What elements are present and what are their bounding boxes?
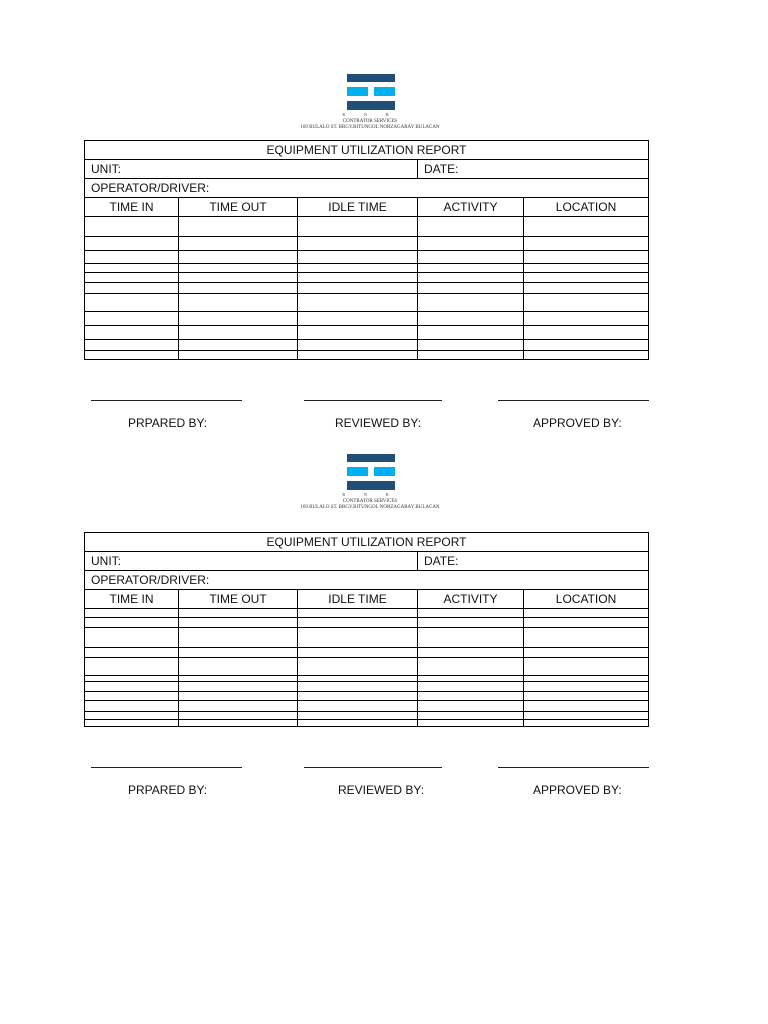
activity-cell[interactable] [418, 273, 524, 283]
idle-time-cell[interactable] [298, 340, 418, 351]
table-row [85, 251, 649, 264]
time-out-cell[interactable] [179, 351, 298, 360]
table-row [85, 712, 649, 720]
idle-time-cell[interactable] [298, 648, 418, 658]
location-cell[interactable] [524, 648, 649, 658]
utilization-table [84, 532, 649, 727]
approved-by-signature-line[interactable] [498, 400, 649, 401]
time-in-cell[interactable] [85, 312, 179, 326]
column-header-activity: ACTIVITY [418, 590, 524, 609]
company-logo [290, 450, 450, 516]
activity-cell[interactable] [418, 692, 524, 701]
table-row [85, 340, 649, 351]
location-cell[interactable] [524, 283, 649, 294]
time-out-cell[interactable] [179, 283, 298, 294]
idle-time-cell[interactable] [298, 609, 418, 618]
reviewed-by-signature-line[interactable] [304, 400, 442, 401]
operator-driver-field[interactable]: OPERATOR/DRIVER: [85, 571, 649, 590]
time-in-cell[interactable] [85, 692, 179, 701]
time-in-cell[interactable] [85, 701, 179, 712]
time-in-cell[interactable] [85, 609, 179, 618]
table-row [85, 273, 649, 283]
activity-cell[interactable] [418, 351, 524, 360]
time-out-cell[interactable] [179, 658, 298, 676]
time-out-cell[interactable] [179, 648, 298, 658]
logo-middle-right-bar [374, 467, 395, 476]
activity-cell[interactable] [418, 326, 524, 340]
prepared-by-label: PRPARED BY: [128, 783, 208, 797]
reviewed-by-label: REVIEWED BY: [335, 416, 422, 430]
column-header-time-in: TIME IN [85, 198, 179, 217]
idle-time-cell[interactable] [298, 217, 418, 237]
time-in-cell[interactable] [85, 326, 179, 340]
time-in-cell[interactable] [85, 648, 179, 658]
logo-initials: R N B [342, 492, 398, 497]
time-in-cell[interactable] [85, 340, 179, 351]
activity-cell[interactable] [418, 340, 524, 351]
time-in-cell[interactable] [85, 682, 179, 692]
time-out-cell[interactable] [179, 701, 298, 712]
table-row [85, 217, 649, 237]
location-cell[interactable] [524, 264, 649, 273]
location-cell[interactable] [524, 326, 649, 340]
table-row [85, 264, 649, 273]
activity-cell[interactable] [418, 609, 524, 618]
logo-initials: R N B [342, 112, 398, 117]
time-in-cell[interactable] [85, 618, 179, 628]
table-row [85, 294, 649, 312]
time-out-cell[interactable] [179, 326, 298, 340]
column-header-time-out: TIME OUT [179, 198, 298, 217]
reviewed-by-signature-line[interactable] [304, 767, 442, 768]
table-row [85, 648, 649, 658]
logo-address: 169 BULALO ST. BRGY.BITUNGOL NORZAGARAY BULACAN [300, 125, 440, 130]
location-cell[interactable] [524, 312, 649, 326]
time-in-cell[interactable] [85, 658, 179, 676]
table-row [85, 701, 649, 712]
time-in-cell[interactable] [85, 628, 179, 648]
date-field[interactable]: DATE: [418, 160, 649, 179]
logo-bottom-bar [347, 481, 395, 490]
table-row [85, 720, 649, 727]
location-cell[interactable] [524, 237, 649, 251]
table-row [85, 628, 649, 648]
table-row [85, 682, 649, 692]
time-in-cell[interactable] [85, 351, 179, 360]
time-out-cell[interactable] [179, 692, 298, 701]
activity-cell[interactable] [418, 251, 524, 264]
logo-middle-left-bar [347, 87, 368, 96]
approved-by-signature-line[interactable] [498, 767, 649, 768]
logo-company-name: CONTRATOR SERVICES [342, 499, 398, 504]
idle-time-cell[interactable] [298, 273, 418, 283]
time-out-cell[interactable] [179, 712, 298, 720]
table-row [85, 609, 649, 618]
column-header-idle-time: IDLE TIME [298, 198, 418, 217]
table-row [85, 312, 649, 326]
unit-field[interactable]: UNIT: [85, 552, 418, 571]
location-cell[interactable] [524, 701, 649, 712]
table-row [85, 658, 649, 676]
time-in-cell[interactable] [85, 294, 179, 312]
idle-time-cell[interactable] [298, 720, 418, 727]
idle-time-cell[interactable] [298, 326, 418, 340]
activity-cell[interactable] [418, 283, 524, 294]
activity-cell[interactable] [418, 217, 524, 237]
idle-time-cell[interactable] [298, 264, 418, 273]
time-in-cell[interactable] [85, 237, 179, 251]
activity-cell[interactable] [418, 712, 524, 720]
date-field[interactable]: DATE: [418, 552, 649, 571]
logo-top-bar [347, 454, 395, 462]
column-header-activity: ACTIVITY [418, 198, 524, 217]
reviewed-by-label: REVIEWED BY: [338, 783, 425, 797]
report-title: EQUIPMENT UTILIZATION REPORT [85, 533, 649, 552]
activity-cell[interactable] [418, 701, 524, 712]
location-cell[interactable] [524, 217, 649, 237]
activity-cell[interactable] [418, 628, 524, 648]
time-out-cell[interactable] [179, 264, 298, 273]
location-cell[interactable] [524, 720, 649, 727]
activity-cell[interactable] [418, 682, 524, 692]
idle-time-cell[interactable] [298, 692, 418, 701]
logo-middle-right-bar [374, 87, 395, 96]
time-in-cell[interactable] [85, 283, 179, 294]
column-header-location: LOCATION [524, 590, 649, 609]
time-in-cell[interactable] [85, 217, 179, 237]
logo-bottom-bar [347, 101, 395, 110]
approved-by-label: APPROVED BY: [533, 783, 622, 797]
location-cell[interactable] [524, 340, 649, 351]
report-title: EQUIPMENT UTILIZATION REPORT [85, 141, 649, 160]
time-out-cell[interactable] [179, 340, 298, 351]
location-cell[interactable] [524, 609, 649, 618]
time-out-cell[interactable] [179, 312, 298, 326]
time-out-cell[interactable] [179, 273, 298, 283]
idle-time-cell[interactable] [298, 701, 418, 712]
unit-field[interactable]: UNIT: [85, 160, 418, 179]
idle-time-cell[interactable] [298, 312, 418, 326]
time-out-cell[interactable] [179, 720, 298, 727]
idle-time-cell[interactable] [298, 658, 418, 676]
table-row [85, 237, 649, 251]
activity-cell[interactable] [418, 720, 524, 727]
table-row [85, 326, 649, 340]
idle-time-cell[interactable] [298, 712, 418, 720]
location-cell[interactable] [524, 273, 649, 283]
time-out-cell[interactable] [179, 294, 298, 312]
activity-cell[interactable] [418, 294, 524, 312]
idle-time-cell[interactable] [298, 251, 418, 264]
logo-company-name: CONTRATOR SERVICES [342, 119, 398, 124]
column-header-idle-time: IDLE TIME [298, 590, 418, 609]
idle-time-cell[interactable] [298, 237, 418, 251]
location-cell[interactable] [524, 294, 649, 312]
time-out-cell[interactable] [179, 618, 298, 628]
logo-top-bar [347, 74, 395, 82]
operator-driver-field[interactable]: OPERATOR/DRIVER: [85, 179, 649, 198]
activity-cell[interactable] [418, 618, 524, 628]
column-header-time-out: TIME OUT [179, 590, 298, 609]
utilization-table [84, 140, 649, 360]
time-out-cell[interactable] [179, 251, 298, 264]
table-row [85, 618, 649, 628]
location-cell[interactable] [524, 712, 649, 720]
prepared-by-signature-line[interactable] [91, 767, 242, 768]
location-cell[interactable] [524, 692, 649, 701]
time-out-cell[interactable] [179, 628, 298, 648]
activity-cell[interactable] [418, 264, 524, 273]
company-logo [290, 70, 450, 136]
column-header-time-in: TIME IN [85, 590, 179, 609]
time-out-cell[interactable] [179, 682, 298, 692]
table-row [85, 692, 649, 701]
time-out-cell[interactable] [179, 217, 298, 237]
table-row [85, 283, 649, 294]
idle-time-cell[interactable] [298, 682, 418, 692]
activity-cell[interactable] [418, 312, 524, 326]
idle-time-cell[interactable] [298, 294, 418, 312]
activity-cell[interactable] [418, 648, 524, 658]
idle-time-cell[interactable] [298, 351, 418, 360]
activity-cell[interactable] [418, 658, 524, 676]
idle-time-cell[interactable] [298, 618, 418, 628]
logo-middle-left-bar [347, 467, 368, 476]
activity-cell[interactable] [418, 237, 524, 251]
table-row [85, 351, 649, 360]
idle-time-cell[interactable] [298, 628, 418, 648]
approved-by-label: APPROVED BY: [533, 416, 622, 430]
time-in-cell[interactable] [85, 720, 179, 727]
column-header-location: LOCATION [524, 198, 649, 217]
location-cell[interactable] [524, 618, 649, 628]
time-out-cell[interactable] [179, 237, 298, 251]
logo-address: 169 BULALO ST. BRGY.BITUNGOL NORZAGARAY BULACAN [300, 505, 440, 510]
location-cell[interactable] [524, 251, 649, 264]
location-cell[interactable] [524, 351, 649, 360]
prepared-by-signature-line[interactable] [91, 400, 242, 401]
prepared-by-label: PRPARED BY: [128, 416, 208, 430]
time-in-cell[interactable] [85, 273, 179, 283]
time-in-cell[interactable] [85, 251, 179, 264]
time-in-cell[interactable] [85, 712, 179, 720]
time-out-cell[interactable] [179, 609, 298, 618]
location-cell[interactable] [524, 682, 649, 692]
location-cell[interactable] [524, 658, 649, 676]
idle-time-cell[interactable] [298, 283, 418, 294]
time-in-cell[interactable] [85, 264, 179, 273]
location-cell[interactable] [524, 628, 649, 648]
